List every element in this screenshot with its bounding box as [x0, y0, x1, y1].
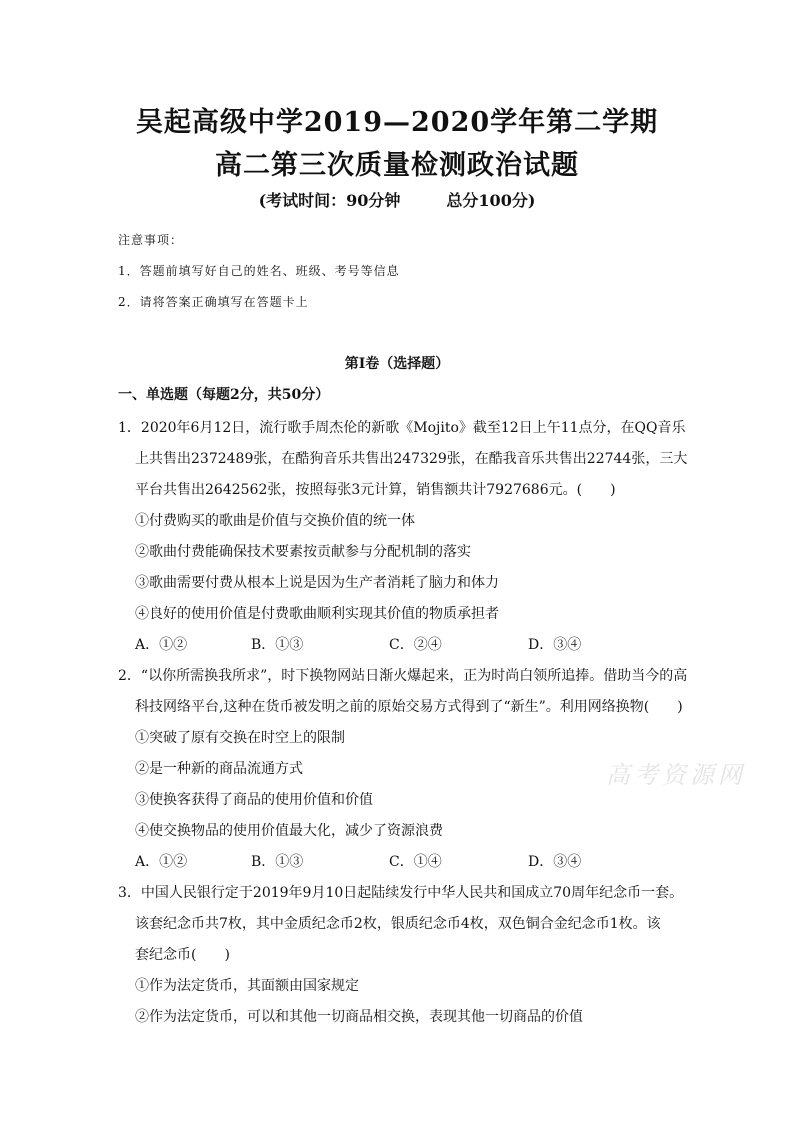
q2-option-c: C．①④: [389, 854, 442, 870]
q1-line-1: 1．2020年6月12日，流行歌手周杰伦的新歌《Mojito》截至12日上午11点分，在QQ音乐: [118, 420, 686, 436]
q1-option-a: A．①②: [135, 637, 188, 653]
q2-statement-1: ①突破了原有交换在时空上的限制: [135, 730, 345, 746]
q2-option-a: A．①②: [135, 854, 188, 870]
q3-statement-2: ②作为法定货币，可以和其他一切商品相交换，表现其他一切商品的价值: [135, 1009, 583, 1025]
q3-line-2: 该套纪念币共7枚，其中金质纪念币2枚，银质纪念币4枚，双色铜合金纪念币1枚。该: [135, 916, 661, 932]
q2-statement-4: ④使交换物品的使用价值最大化，减少了资源浪费: [135, 823, 443, 839]
notes-heading: 注意事项：: [118, 233, 184, 247]
q3-line-1: 3．中国人民银行定于2019年9月10日起陆续发行中华人民共和国成立70周年纪念币一套。: [118, 885, 684, 901]
exam-time: (考试时间：90分钟: [258, 191, 401, 210]
exam-score: 总分100分): [446, 191, 536, 210]
q3-statement-1: ①作为法定货币，其面额由国家规定: [135, 978, 359, 994]
q2-option-d: D．③④: [528, 854, 582, 870]
q2-option-b: B．①③: [251, 854, 304, 870]
q1-option-b: B．①③: [251, 637, 304, 653]
q2-line-2: 科技网络平台,这种在货币被发明之前的原始交易方式得到了“新生”。利用网络换物( ): [135, 699, 683, 715]
q2-statement-2: ②是一种新的商品流通方式: [135, 761, 303, 777]
q1-option-c: C．②④: [389, 637, 442, 653]
q1-statement-2: ②歌曲付费能确保技术要素按贡献参与分配机制的落实: [135, 544, 471, 560]
q1-statement-3: ③歌曲需要付费从根本上说是因为生产者消耗了脑力和体力: [135, 575, 499, 591]
watermark: 高考资源网: [606, 761, 746, 789]
q1-statement-4: ④良好的使用价值是付费歌曲顺利实现其价值的物质承担者: [135, 606, 499, 622]
exam-info: [0, 188, 794, 211]
q2-statement-3: ③使换客获得了商品的使用价值和价值: [135, 792, 373, 808]
q2-line-1: 2．“以你所需换我所求”，时下换物网站日渐火爆起来，正为时尚白领所追捧。借助当今的高: [118, 668, 688, 684]
q3-line-3: 套纪念币( ): [135, 947, 230, 963]
exam-title-line1: 吴起高级中学2019—2020学年第二学期: [135, 107, 659, 138]
q1-option-d: D．③④: [528, 637, 582, 653]
q1-statement-1: ①付费购买的歌曲是价值与交换价值的统一体: [135, 513, 415, 529]
section-title: 第I卷（选择题）: [344, 356, 450, 372]
note-item-2: 2．请将答案正确填写在答题卡上: [118, 295, 309, 309]
exam-title-line2: 高二第三次质量检测政治试题: [215, 150, 579, 181]
note-item-1: 1．答题前填写好自己的姓名、班级、考号等信息: [118, 264, 400, 278]
part-title: 一、单选题（每题2分，共50分）: [118, 387, 330, 403]
q1-line-2: 上共售出2372489张，在酷狗音乐共售出247329张，在酷我音乐共售出22744张，三大: [135, 451, 688, 467]
q1-line-3: 平台共售出2642562张，按照每张3元计算，销售额共计7927686元。( ): [135, 482, 616, 498]
